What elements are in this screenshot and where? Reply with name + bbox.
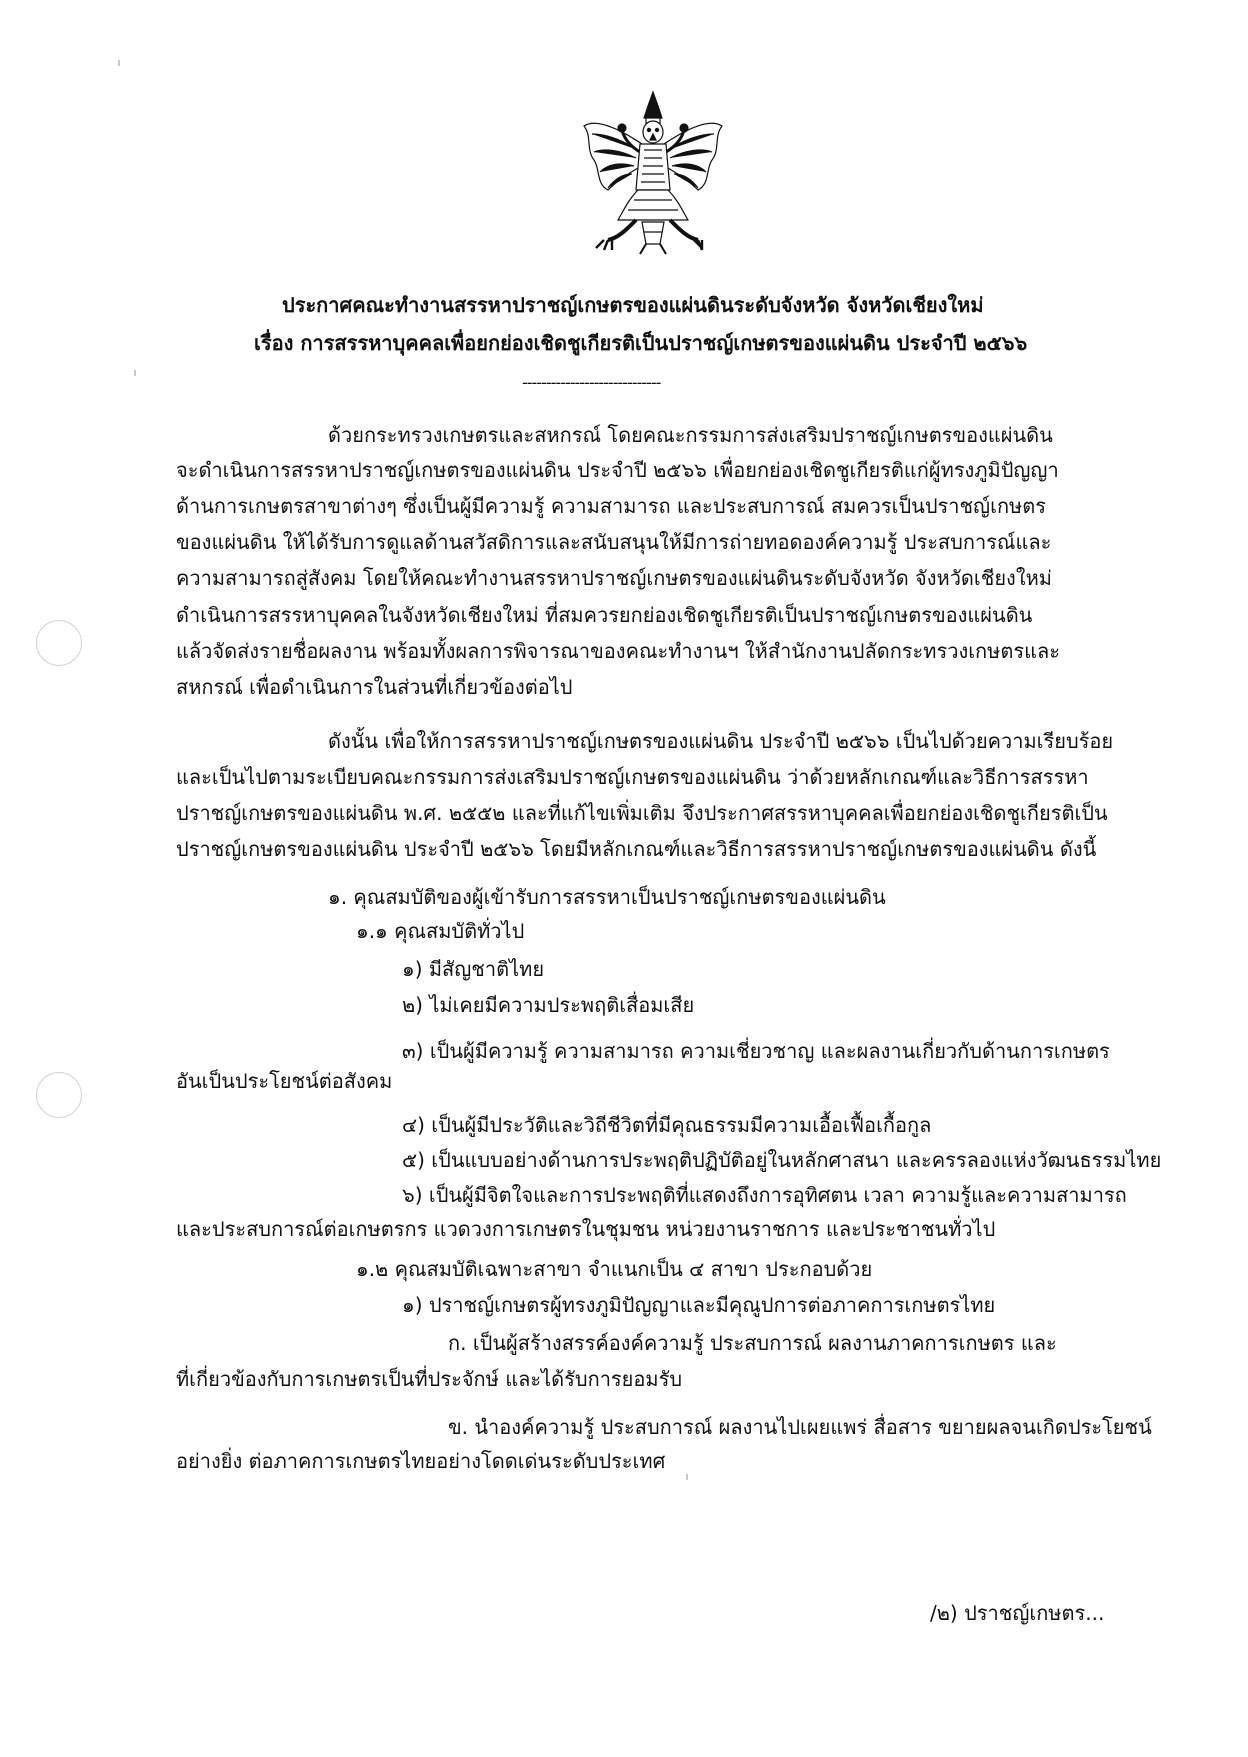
paragraph-line: ดำเนินการสรรหาบุคคลในจังหวัดเชียงใหม่ ที่สมควรยกย่องเชิดชูเกียรติเป็นปราชญ์เกษตรของแผ่นดิน <box>176 603 1033 627</box>
sub-list-item: ก. เป็นผู้สร้างสรรค์องค์ความรู้ ประสบการณ์ ผลงานภาคการเกษตร และ <box>448 1331 1057 1355</box>
garuda-emblem-icon <box>578 88 728 260</box>
title-separator: ----------------------------- <box>522 373 661 392</box>
subsection-heading: ๑.๑ คุณสมบัติทั่วไป <box>356 919 525 943</box>
paragraph-line: ด้านการเกษตรสาขาต่างๆ ซึ่งเป็นผู้มีความรู้ ความสามารถ และประสบการณ์ สมควรเป็นปราชญ์เกษตร <box>176 494 1046 518</box>
punch-hole-bottom <box>36 1072 82 1118</box>
scan-mark <box>134 370 136 376</box>
paragraph-line: ปราชญ์เกษตรของแผ่นดิน ประจำปี ๒๕๖๖ โดยมีหลักเกณฑ์และวิธีการสรรหาปราชญ์เกษตรของแผ่นดิน ดังนี้ <box>176 837 1097 861</box>
list-item: ๑) ปราชญ์เกษตรผู้ทรงภูมิปัญญาและมีคุณูปการต่อภาคการเกษตรไทย <box>402 1293 996 1317</box>
list-item-continued: อันเป็นประโยชน์ต่อสังคม <box>176 1069 393 1093</box>
list-item: ๑) มีสัญชาติไทย <box>402 957 545 981</box>
list-item: ๒) ไม่เคยมีความประพฤติเสื่อมเสีย <box>402 993 695 1017</box>
paragraph-line: ความสามารถสู่สังคม โดยให้คณะทำงานสรรหาปราชญ์เกษตรของแผ่นดินระดับจังหวัด จังหวัดเชียงใหม่ <box>176 566 1052 590</box>
paragraph-line: และเป็นไปตามระเบียบคณะกรรมการส่งเสริมปราชญ์เกษตรของแผ่นดิน ว่าด้วยหลักเกณฑ์และวิธีการสรรหา <box>176 765 1089 789</box>
paragraph-line: แล้วจัดส่งรายชื่อผลงาน พร้อมทั้งผลการพิจารณาของคณะทำงานฯ ให้สำนักงานปลัดกระทรวงเกษตรและ <box>176 639 1060 663</box>
section-heading: ๑. คุณสมบัติของผู้เข้ารับการสรรหาเป็นปราชญ์เกษตรของแผ่นดิน <box>328 885 886 909</box>
list-item-continued: อย่างยิ่ง ต่อภาคการเกษตรไทยอย่างโดดเด่นระดับประเทศ <box>176 1449 666 1473</box>
paragraph-line: ดังนั้น เพื่อให้การสรรหาปราชญ์เกษตรของแผ่นดิน ประจำปี ๒๕๖๖ เป็นไปด้วยความเรียบร้อย <box>328 729 1114 753</box>
list-item: ๖) เป็นผู้มีจิตใจและการประพฤติที่แสดงถึงการอุทิศตน เวลา ความรู้และความสามารถ <box>402 1183 1127 1207</box>
scan-mark <box>686 1474 688 1480</box>
list-item-continued: ที่เกี่ยวข้องกับการเกษตรเป็นที่ประจักษ์ และได้รับการยอมรับ <box>176 1367 683 1391</box>
paragraph-line: สหกรณ์ เพื่อดำเนินการในส่วนที่เกี่ยวข้องต่อไป <box>176 675 573 699</box>
list-item-continued: และประสบการณ์ต่อเกษตรกร แวดวงการเกษตรในชุมชน หน่วยงานราชการ และประชาชนทั่วไป <box>176 1217 996 1241</box>
subsection-heading: ๑.๒ คุณสมบัติเฉพาะสาขา จำแนกเป็น ๔ สาขา ประกอบด้วย <box>356 1257 873 1281</box>
page-continuation: /๒) ปราชญ์เกษตร... <box>930 1601 1105 1625</box>
list-item: ๔) เป็นผู้มีประวัติและวิถีชีวิตที่มีคุณธรรมมีความเอื้อเฟื้อเกื้อกูล <box>402 1113 932 1137</box>
list-item: ๕) เป็นแบบอย่างด้านการประพฤติปฏิบัติอยู่ในหลักศาสนา และครรลองแห่งวัฒนธรรมไทย <box>402 1148 1162 1172</box>
scan-mark <box>118 60 120 66</box>
punch-hole-top <box>36 620 82 666</box>
paragraph-line: ด้วยกระทรวงเกษตรและสหกรณ์ โดยคณะกรรมการส่งเสริมปราชญ์เกษตรของแผ่นดิน <box>328 423 1053 447</box>
paragraph-line: ปราชญ์เกษตรของแผ่นดิน พ.ศ. ๒๕๕๒ และที่แก้ไขเพิ่มเติม จึงประกาศสรรหาบุคคลเพื่อยกย่องเชิดชูเกียรติเป็น <box>176 801 1108 825</box>
list-item: ๓) เป็นผู้มีความรู้ ความสามารถ ความเชี่ยวชาญ และผลงานเกี่ยวกับด้านการเกษตร <box>402 1039 1110 1063</box>
paragraph-line: จะดำเนินการสรรหาปราชญ์เกษตรของแผ่นดิน ประจำปี ๒๕๖๖ เพื่อยกย่องเชิดชูเกียรติแก่ผู้ทรงภูมิปัญญา <box>176 458 1059 482</box>
announcement-subject: เรื่อง การสรรหาบุคคลเพื่อยกย่องเชิดชูเกียรติเป็นปราชญ์เกษตรของแผ่นดิน ประจำปี ๒๕๖๖ <box>254 331 1028 355</box>
announcement-title: ประกาศคณะทำงานสรรหาปราชญ์เกษตรของแผ่นดินระดับจังหวัด จังหวัดเชียงใหม่ <box>282 293 984 317</box>
paragraph-line: ของแผ่นดิน ให้ได้รับการดูแลด้านสวัสดิการและสนับสนุนให้มีการถ่ายทอดองค์ความรู้ ประสบการณ์และ <box>176 530 1052 554</box>
sub-list-item: ข. นำองค์ความรู้ ประสบการณ์ ผลงานไปเผยแพร่ สื่อสาร ขยายผลจนเกิดประโยชน์ <box>448 1415 1152 1439</box>
